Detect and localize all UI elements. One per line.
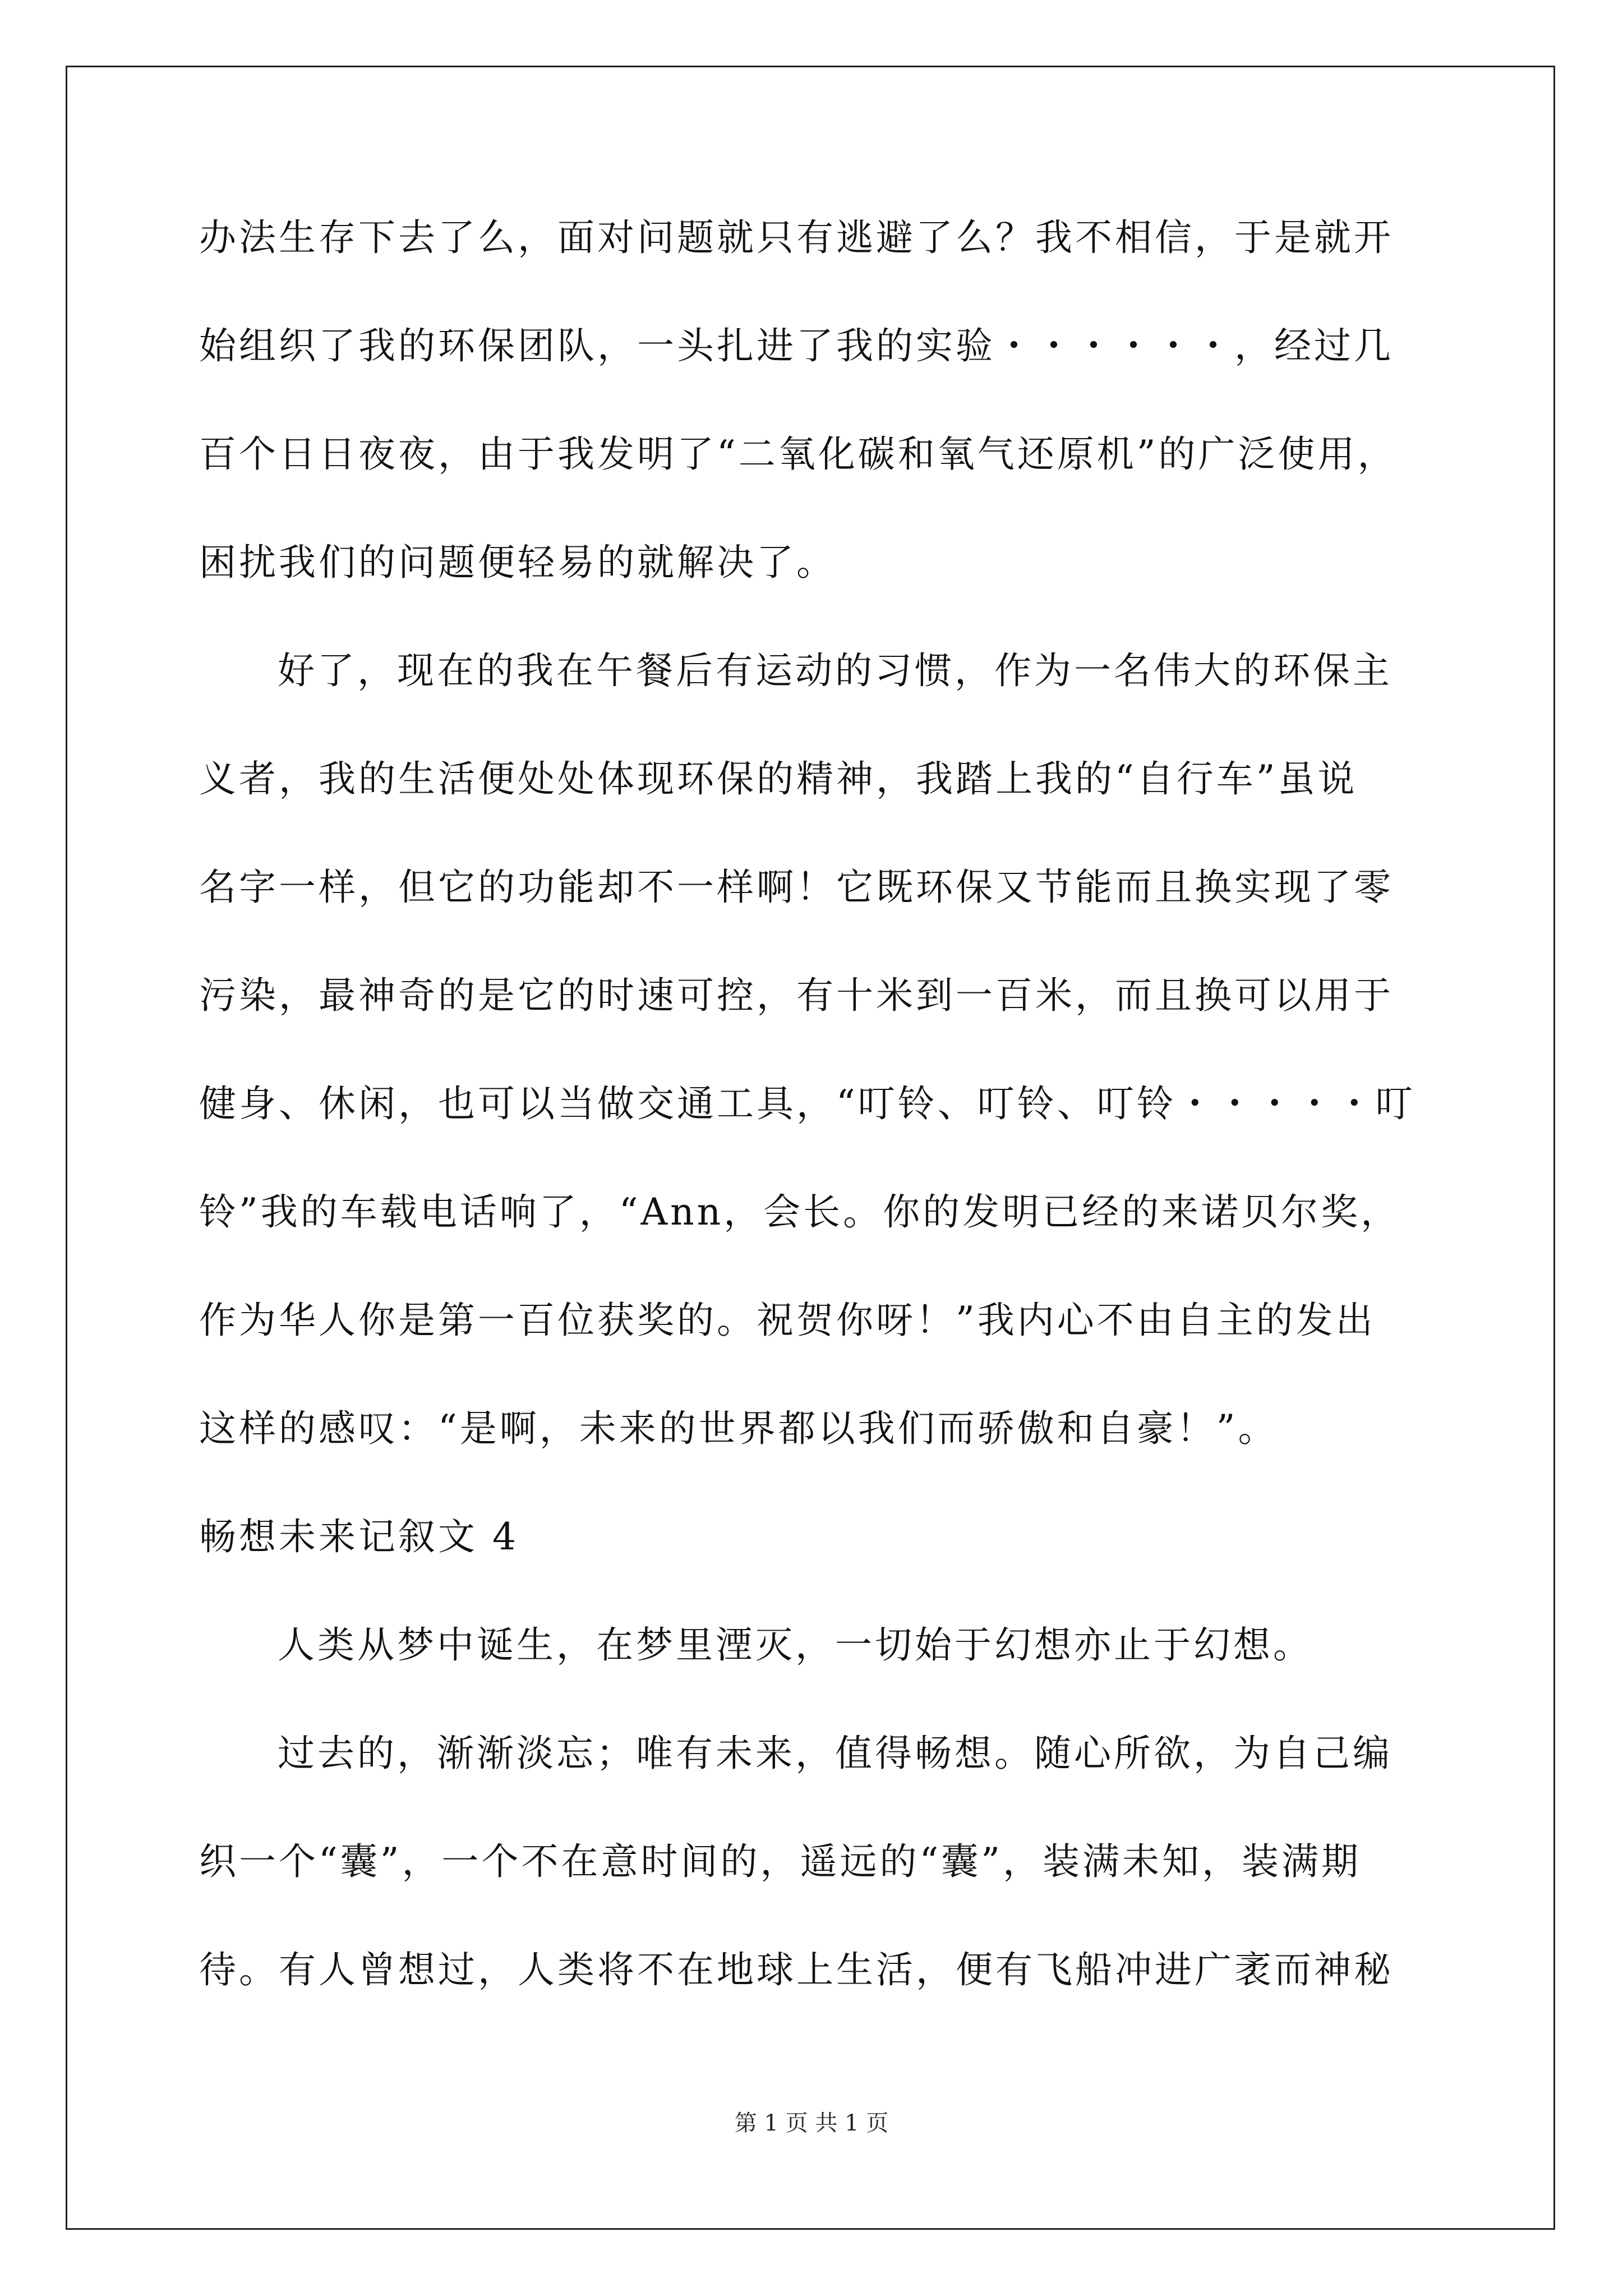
text-line: 始组织了我的环保团队，一头扎进了我的实验・・・・・・，经过几	[199, 324, 1394, 367]
text-line: 健身、休闲，也可以当做交通工具，“叮铃、叮铃、叮铃・・・・・叮	[199, 1082, 1415, 1125]
paragraph-start-line: 过去的，渐渐淡忘；唯有未来，值得畅想。随心所欲，为自己编	[278, 1732, 1393, 1775]
body-text	[199, 183, 1489, 2024]
text-line: 铃”我的车载电话响了，“Ann，会长。你的发明已经的来诺贝尔奖，	[199, 1190, 1401, 1234]
text-line: 污染，最神奇的是它的时速可控，有十米到一百米，而且换可以用于	[199, 974, 1394, 1017]
page-footer: 第 1 页 共 1 页	[734, 2110, 889, 2136]
section-heading: 畅想未来记叙文 4	[199, 1515, 519, 1558]
text-line: 待。有人曾想过，人类将不在地球上生活，便有飞船冲进广袤而神秘	[199, 1948, 1394, 1991]
paragraph-start-line: 好了，现在的我在午餐后有运动的习惯，作为一名伟大的环保主	[278, 649, 1393, 692]
text-line: 义者，我的生活便处处体现环保的精神，我踏上我的“自行车”虽说	[199, 757, 1358, 800]
text-line: 办法生存下去了么，面对问题就只有逃避了么？我不相信，于是就开	[199, 216, 1394, 259]
text-line: 织一个“囊”，一个不在意时间的，遥远的“囊”，装满未知，装满期	[199, 1840, 1361, 1883]
text-line: 困扰我们的问题便轻易的就解决了。	[199, 541, 836, 584]
text-line: 作为华人你是第一百位获奖的。祝贺你呀！”我内心不由自主的发出	[199, 1299, 1376, 1342]
paragraph-start-line: 人类从梦中诞生，在梦里湮灭，一切始于幻想亦止于幻想。	[278, 1623, 1313, 1667]
text-line: 百个日日夜夜，由于我发明了“二氧化碳和氧气还原机”的广泛使用，	[199, 432, 1398, 476]
text-line: 名字一样，但它的功能却不一样啊！它既环保又节能而且换实现了零	[199, 866, 1394, 909]
text-line: 这样的感叹：“是啊，未来的世界都以我们而骄傲和自豪！”。	[199, 1407, 1278, 1450]
